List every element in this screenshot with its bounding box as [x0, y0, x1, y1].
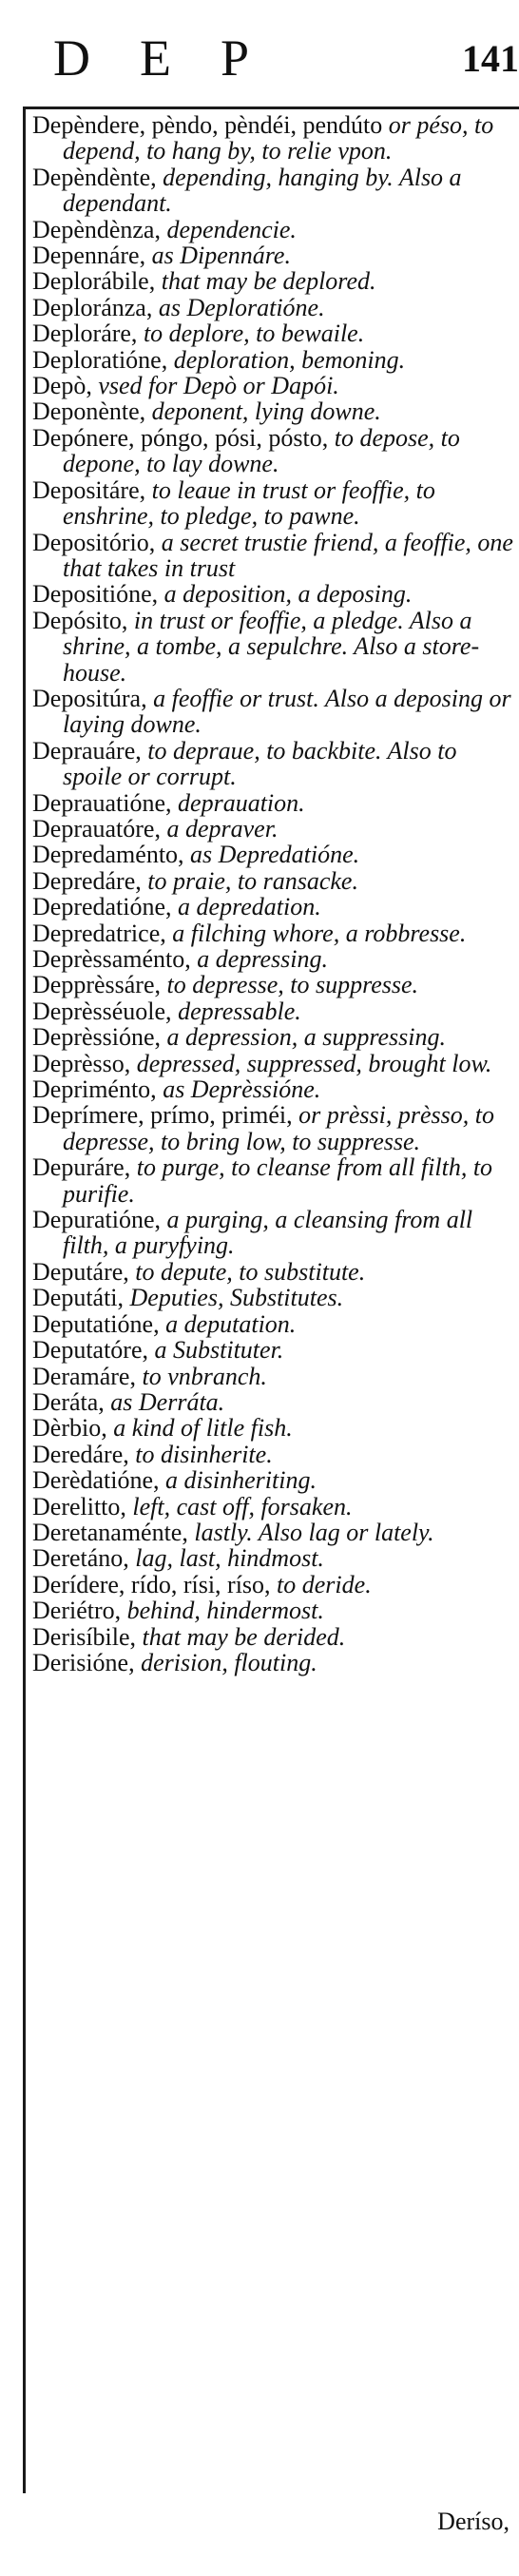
entry-definition: in trust or feoffie, a pledge. Also a shrine, a tombe, a sepulchre. Also a store-house. [63, 606, 480, 687]
entry-headword: Depositióne, [32, 580, 159, 609]
catchword: Deríso, [437, 2508, 509, 2535]
entry-definition: Deputies, Substitutes. [124, 1284, 344, 1312]
left-rule [23, 107, 26, 2493]
dictionary-entry [32, 1311, 513, 1337]
dictionary-entry [32, 347, 513, 373]
entry-definition: lag, last, hindmost. [128, 1544, 324, 1573]
entry-definition: deprauation. [171, 788, 305, 817]
entry-definition: behind, hindermost. [121, 1597, 324, 1625]
entry-headword: Deprauatióne, [32, 788, 172, 817]
entry-definition: as Deploratióne. [152, 293, 325, 321]
entry-definition: depending, hanging by. Also a dependant. [63, 163, 462, 218]
entry-definition: as Deprèssióne. [156, 1075, 321, 1104]
dictionary-entry [32, 946, 513, 972]
dictionary-entry [32, 998, 513, 1024]
entry-headword: Deráta, [32, 1387, 105, 1416]
entry-definition: to praie, to ransacke. [141, 866, 358, 895]
entry-headword: Deputáti, [32, 1284, 125, 1312]
dictionary-entry [32, 320, 513, 346]
entry-definition: deploration, bemoning. [167, 345, 406, 374]
dictionary-entry [32, 1102, 513, 1154]
dictionary-entry [32, 920, 513, 946]
entry-headword: Deputatióne, [32, 1309, 160, 1338]
dictionary-entry [32, 1259, 513, 1285]
entry-headword: Deputatóre, [32, 1336, 149, 1365]
entry-definition: to purge, to cleanse from all filth, to purifie. [63, 1153, 493, 1208]
entry-definition: derision, flouting. [134, 1648, 317, 1676]
entry-headword: Deploránza, [32, 293, 153, 321]
entry-headword: Deprímere, prímo, priméi, [32, 1101, 293, 1130]
dictionary-entry [32, 1076, 513, 1102]
entry-headword: Deprèsséuole, [32, 997, 172, 1025]
dictionary-entries [32, 112, 513, 1675]
entry-definition: a filching whore, a robbresse. [165, 919, 467, 947]
entry-headword: Depositúra, [32, 684, 147, 712]
entry-definition: a deposition, a deposing. [158, 580, 413, 609]
entry-definition: to depose, to depone, to lay downe. [63, 423, 460, 478]
dictionary-entry [32, 530, 513, 582]
entry-definition: lastly. Also lag or lately. [187, 1518, 434, 1546]
entry-headword: Derídere, rído, rísi, ríso, [32, 1570, 271, 1598]
entry-definition: a deputation. [159, 1309, 297, 1338]
entry-headword: Depuratióne, [32, 1206, 162, 1234]
entry-definition: a depressing. [190, 945, 328, 973]
entry-headword: Depèndènte, [32, 163, 157, 191]
entry-definition: a depredation. [171, 893, 321, 921]
dictionary-entry [32, 1545, 513, 1571]
dictionary-entry [32, 1207, 513, 1259]
page-number: 141 [462, 37, 519, 80]
entry-definition: to depresse, to suppresse. [161, 971, 419, 999]
dictionary-entry [32, 868, 513, 894]
entry-headword: Depennáre, [32, 242, 146, 270]
dictionary-entry [32, 1415, 513, 1441]
dictionary-entry [32, 398, 513, 424]
dictionary-entry [32, 295, 513, 320]
entry-definition: vsed for Depò or Dapói. [91, 372, 339, 400]
entry-headword: Depriménto, [32, 1075, 157, 1104]
entry-definition: a kind of litle fish. [106, 1414, 293, 1443]
entry-headword: Derelitto, [32, 1492, 126, 1520]
entry-headword: Deploráre, [32, 320, 138, 348]
entry-headword: Depredatrice, [32, 919, 166, 947]
entry-headword: Deriétro, [32, 1597, 122, 1625]
entry-headword: Depredáre, [32, 866, 142, 895]
dictionary-entry [32, 608, 513, 686]
entry-definition: deponent, lying downe. [145, 397, 381, 426]
entry-definition: to deride. [270, 1570, 372, 1598]
entry-headword: Deprauatóre, [32, 814, 161, 843]
dictionary-entry [32, 581, 513, 607]
entry-headword: Depuráre, [32, 1153, 131, 1182]
entry-definition: to disinherite. [128, 1440, 273, 1468]
entry-headword: Dèrbio, [32, 1414, 107, 1443]
entry-headword: Depónere, póngo, pósi, pósto, [32, 423, 329, 452]
dictionary-entry [32, 738, 513, 790]
entry-definition: a Substituter. [148, 1336, 284, 1365]
entry-definition: depressed, suppressed, brought low. [130, 1049, 492, 1077]
dictionary-entry [32, 1154, 513, 1207]
running-header [0, 25, 519, 91]
entry-headword: Depositáre, [32, 475, 146, 504]
entry-definition: to vnbranch. [135, 1362, 267, 1390]
entry-headword: Deretáno, [32, 1544, 129, 1573]
entry-headword: Deputáre, [32, 1257, 129, 1286]
dictionary-entry [32, 1520, 513, 1545]
dictionary-entry [32, 842, 513, 867]
entry-headword: Deplorábile, [32, 267, 156, 296]
entry-headword: Depò, [32, 372, 92, 400]
dictionary-entry [32, 1650, 513, 1675]
entry-definition: depressable. [171, 997, 301, 1025]
entry-headword: Deprèsso, [32, 1049, 131, 1077]
dictionary-entry [32, 1572, 513, 1598]
dictionary-entry [32, 217, 513, 242]
running-title: DEP [53, 29, 299, 87]
dictionary-entry [32, 816, 513, 842]
entry-headword: Depredatióne, [32, 893, 172, 921]
entry-definition: a depression, a suppressing. [161, 1023, 446, 1052]
entry-headword: Deponènte, [32, 397, 146, 426]
entry-definition: to depute, to substitute. [128, 1257, 366, 1286]
entry-definition: as Depredatióne. [183, 841, 360, 869]
dictionary-entry [32, 242, 513, 268]
dictionary-entry [32, 1337, 513, 1363]
entry-headword: Deredáre, [32, 1440, 129, 1468]
dictionary-entry [32, 972, 513, 997]
dictionary-entry [32, 1442, 513, 1467]
entry-headword: Derisíbile, [32, 1622, 137, 1651]
entry-headword: Depèndènza, [32, 215, 161, 243]
dictionary-entry [32, 1051, 513, 1076]
entry-definition: that may be deplored. [155, 267, 376, 296]
entry-definition: that may be derided. [136, 1622, 346, 1651]
entry-definition: a feoffie or trust. Also a deposing or laying downe. [63, 684, 511, 739]
entry-definition: to leaue in trust or feoffie, to enshrine, to pledge, to pawne. [63, 475, 435, 531]
entry-definition: to depraue, to backbite. Also to spoile or corrupt. [63, 736, 457, 791]
dictionary-entry [32, 373, 513, 398]
entry-definition: a secret trustie friend, a feoffie, one that takes in trust [63, 528, 513, 582]
dictionary-entry [32, 1389, 513, 1415]
dictionary-entry [32, 1364, 513, 1389]
dictionary-entry [32, 425, 513, 477]
entry-headword: Deploratióne, [32, 345, 168, 374]
dictionary-entry [32, 1467, 513, 1493]
entry-definition: as Dipennáre. [145, 242, 291, 270]
dictionary-entry [32, 1024, 513, 1050]
entry-headword: Deprèssióne, [32, 1023, 162, 1052]
entry-definition: as Derráta. [104, 1387, 225, 1416]
entry-headword: Deretanaménte, [32, 1518, 188, 1546]
entry-definition: a disinheriting. [159, 1466, 317, 1495]
entry-definition: dependencie. [160, 215, 297, 243]
entry-headword: Depprèssáre, [32, 971, 161, 999]
entry-definition: or prèssi, prèsso, to depresse, to bring low, to suppresse. [63, 1101, 494, 1155]
dictionary-entry [32, 1624, 513, 1650]
entry-headword: Deprèssaménto, [32, 945, 191, 973]
entry-headword: Depósito, [32, 606, 128, 634]
dictionary-entry [32, 686, 513, 738]
entry-headword: Depèndere, pèndo, pèndéi, pendúto [32, 111, 383, 139]
entry-definition: a depraver. [160, 814, 279, 843]
entry-headword: Derèdatióne, [32, 1466, 160, 1495]
entry-headword: Derisióne, [32, 1648, 135, 1676]
entry-definition: to deplore, to bewaile. [137, 320, 365, 348]
dictionary-entry [32, 1494, 513, 1520]
dictionary-entry [32, 165, 513, 217]
dictionary-entry [32, 268, 513, 294]
entry-headword: Deprauáre, [32, 736, 142, 765]
top-rule [23, 107, 519, 109]
dictionary-entry [32, 1285, 513, 1310]
entry-headword: Deramáre, [32, 1362, 136, 1390]
dictionary-entry [32, 477, 513, 530]
dictionary-entry [32, 790, 513, 816]
entry-headword: Depredaménto, [32, 841, 184, 869]
dictionary-entry [32, 112, 513, 165]
entry-definition: left, cast off, forsaken. [125, 1492, 353, 1520]
entry-definition: a purging, a cleansing from all filth, a puryfying. [63, 1206, 473, 1260]
entry-headword: Depositório, [32, 528, 156, 556]
entry-definition: or péso, to depend, to hang by, to relie vpon. [63, 111, 494, 165]
dictionary-entry [32, 894, 513, 920]
dictionary-entry [32, 1598, 513, 1623]
